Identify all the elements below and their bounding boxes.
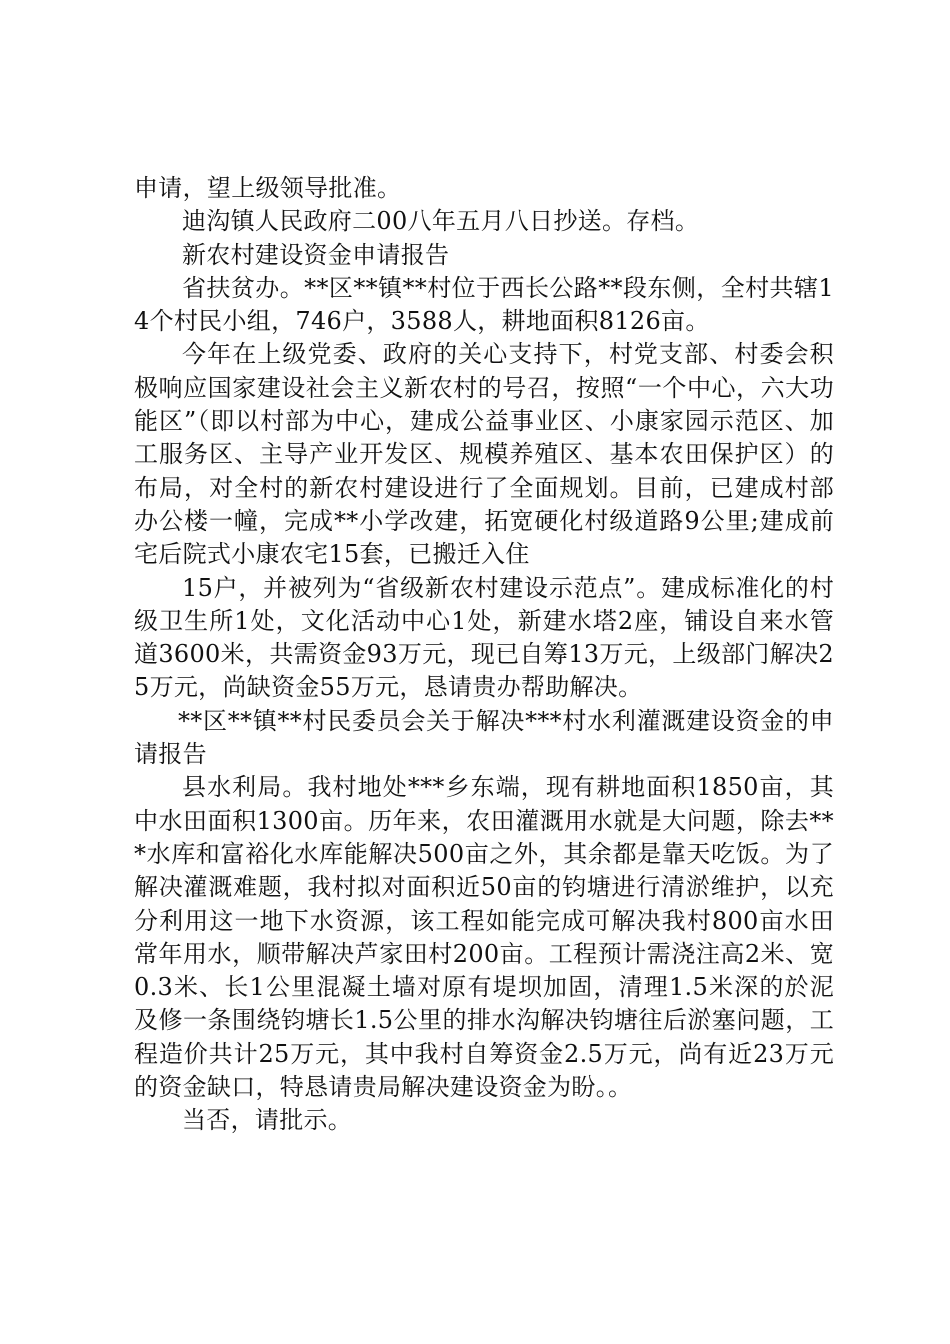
report-title-irrigation-funds: **区**镇**村民委员会关于解决***村水利灌溉建设资金的申请报告: [134, 706, 834, 769]
paragraph-signature-date: 迪沟镇人民政府二00八年五月八日抄送。存档。: [182, 207, 700, 236]
paragraph-irrigation-project: 县水利局。我村地处***乡东端，现有耕地面积1850亩，其中水田面积1300亩。历年来，农田灌溉用水就是大问题，除去***水库和富裕化水库能解决500亩之外，其余都是靠天吃饭。为了解决灌溉难题，我村拟对面积近50亩的钧塘进行清淤维护，以充分利用这一地下水资源，该工程如能完成可解决我村800亩水田常年用水，顺带解决芦家田村200亩。工程预计需浇注高2米、宽0.3米、长1公里混凝土墙对原有堤坝加固，清理1.5米深的於泥及修一条围绕钧塘长1.5公里的排水沟解决钧塘往后淤塞问题，工程造价共计25万元，其中我村自筹资金2.5万元，尚有近23万元的资金缺口，特恳请贵局解决建设资金为盼。。: [134, 773, 834, 1102]
paragraph-construction-progress: 今年在上级党委、政府的关心支持下，村党支部、村委会积极响应国家建设社会主义新农村的号召，按照“一个中心，六大功能区”（即以村部为中心，建成公益事业区、小康家园示范区、加工服务区、主导产业开发区、规模养殖区、基本农田保护区）的布局，对全村的新农村建设进行了全面规划。目前，已建成村部办公楼一幢，完成**小学改建，拓宽硬化村级道路9公里;建成前宅后院式小康农宅15套，已搬迁入住: [134, 340, 834, 569]
paragraph-approval-request: 申请，望上级领导批准。: [134, 174, 402, 202]
paragraph-village-overview: 省扶贫办。**区**镇**村位于西长公路**段东侧，全村共辖14个村民小组，746户，3588人，耕地面积8126亩。: [134, 273, 834, 336]
paragraph-closing-request: 当否，请批示。: [182, 1106, 353, 1135]
document-body: [134, 172, 834, 1138]
paragraph-funding-gap: 15户，并被列为“省级新农村建设示范点”。建成标准化的村级卫生所1处，文化活动中心1处，新建水塔2座，铺设自来水管道3600米，共需资金93万元，现已自筹13万元，上级部门解决25万元，尚缺资金55万元，恳请贵办帮助解决。: [134, 573, 834, 702]
report-title-new-village-funds: 新农村建设资金申请报告: [182, 240, 450, 269]
